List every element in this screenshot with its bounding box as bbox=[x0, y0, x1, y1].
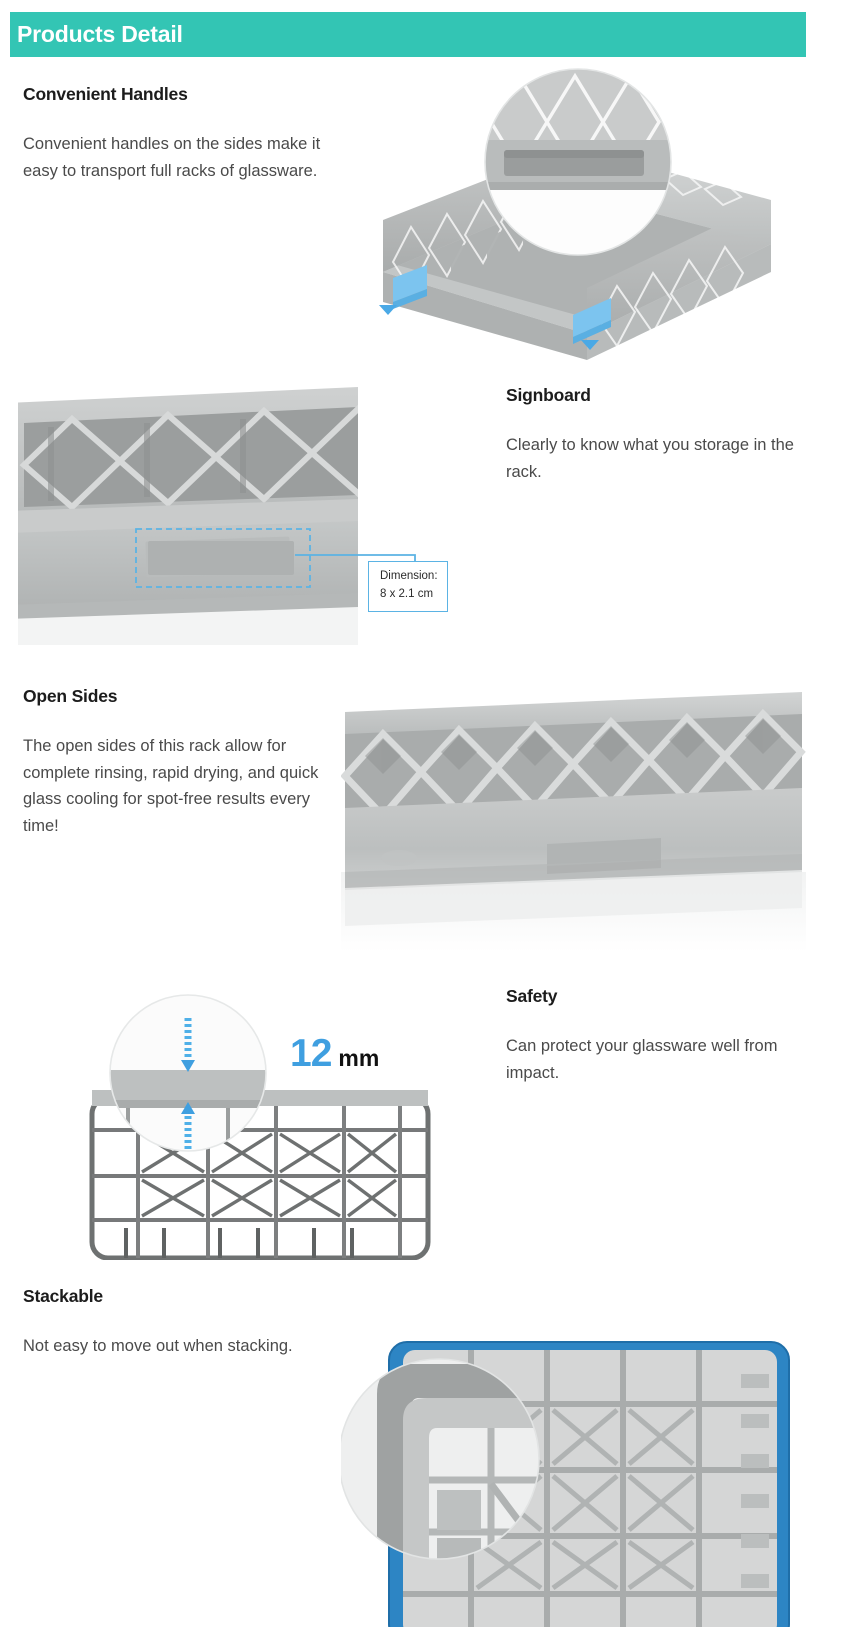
section-heading-convenient-handles: Convenient Handles bbox=[23, 84, 188, 104]
image-rack-stacking-corner bbox=[341, 1294, 806, 1627]
page-title: Products Detail bbox=[17, 21, 183, 47]
image-rack-open-sides bbox=[341, 676, 806, 952]
image-rack-wall-thickness bbox=[80, 980, 440, 1260]
products-detail-banner bbox=[10, 12, 806, 57]
section-text-signboard bbox=[506, 385, 826, 485]
open-sides-illustration bbox=[341, 676, 806, 952]
thickness-number: 12 bbox=[290, 1032, 332, 1075]
thickness-illustration bbox=[80, 980, 440, 1260]
dimension-label: Dimension: bbox=[380, 570, 438, 582]
signboard-illustration bbox=[18, 383, 358, 645]
image-glassware-rack-with-handles bbox=[341, 62, 806, 360]
section-body-open-sides: The open sides of this rack allow for complete rinsing, rapid drying, and quick glass cooling for spot-free results every time! bbox=[23, 737, 319, 836]
rack-handles-illustration bbox=[341, 62, 806, 360]
stackable-illustration bbox=[341, 1294, 806, 1627]
section-heading-open-sides: Open Sides bbox=[23, 686, 118, 706]
section-text-convenient-handles bbox=[23, 84, 323, 184]
section-body-safety: Can protect your glassware well from impact. bbox=[506, 1037, 778, 1082]
section-text-safety bbox=[506, 986, 816, 1086]
image-rack-signboard-closeup bbox=[18, 383, 358, 645]
section-text-stackable bbox=[23, 1286, 323, 1360]
section-heading-safety: Safety bbox=[506, 986, 558, 1006]
section-heading-signboard: Signboard bbox=[506, 385, 591, 405]
signboard-plate bbox=[145, 536, 294, 577]
dimension-callout bbox=[368, 561, 448, 612]
section-body-signboard: Clearly to know what you storage in the rack. bbox=[506, 436, 794, 481]
thickness-unit: mm bbox=[338, 1045, 380, 1071]
section-body-convenient-handles: Convenient handles on the sides make it easy to transport full racks of glassware. bbox=[23, 135, 321, 180]
dimension-value: 8 x 2.1 cm bbox=[380, 587, 434, 600]
section-heading-stackable: Stackable bbox=[23, 1286, 103, 1306]
thickness-label bbox=[290, 1032, 379, 1076]
section-body-stackable: Not easy to move out when stacking. bbox=[23, 1337, 293, 1355]
section-text-open-sides bbox=[23, 686, 323, 840]
